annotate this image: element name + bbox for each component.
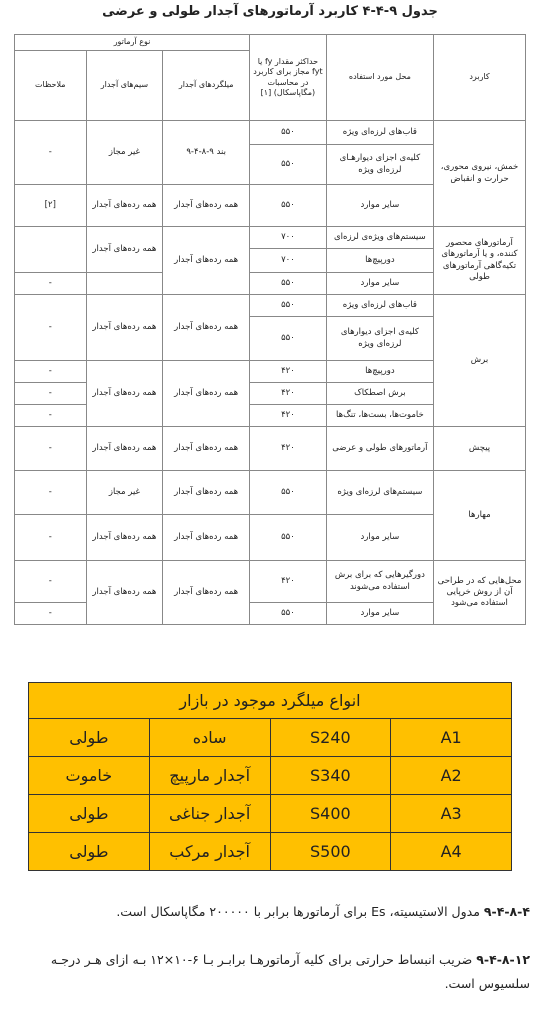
location-cell: آرماتورهای طولی و عرضی	[326, 427, 433, 471]
wire-cell: همه رده‌های آجدار	[86, 227, 163, 273]
usage-cell: برش	[434, 295, 526, 427]
location-cell: کلیه‌ی اجزای دیوارهـای لرزه‌ای ویژه	[326, 145, 433, 185]
fy-cell: ۵۵۰	[250, 273, 327, 295]
wire-cell: همه رده‌های آجدار	[86, 427, 163, 471]
note-cell: -	[15, 603, 87, 625]
note-cell: -	[15, 405, 87, 427]
header-wire: سیم‌های آجدار	[86, 51, 163, 121]
market-rebar-table	[28, 682, 512, 871]
table-title: جدول ۹-۴-۴ کاربرد آرماتورهای آجدار طولی و عرضی	[102, 4, 438, 19]
usage-cell: محل‌هایی که در طراحی آن از روش خرپایی استفاده می‌شود	[434, 561, 526, 625]
location-cell: سایر موارد	[326, 273, 433, 295]
market-shape: آجدار مرکب	[149, 833, 270, 871]
note-cell: -	[15, 427, 87, 471]
usage-cell: پیچش	[434, 427, 526, 471]
note-cell: -	[15, 361, 87, 383]
fy-cell: ۵۵۰	[250, 317, 327, 361]
header-usage: کاربرد	[434, 35, 526, 121]
market-code: A3	[391, 795, 512, 833]
wire-cell: غیر مجاز	[86, 121, 163, 185]
grade-cell: بند ۹-۸-۴-۹	[163, 121, 250, 185]
market-use: طولی	[29, 719, 150, 757]
wire-cell: همه رده‌های آجدار	[86, 515, 163, 561]
table-row	[29, 833, 512, 871]
note-cell: -	[15, 471, 87, 515]
fy-cell: ۴۲۰	[250, 361, 327, 383]
location-cell: سیستم‌های لرزه‌ای ویژه	[326, 471, 433, 515]
wire-cell: همه رده‌های آجدار	[86, 361, 163, 427]
market-shape: آجدار مارپیچ	[149, 757, 270, 795]
wire-cell: همه رده‌های آجدار	[86, 295, 163, 361]
note-cell: -	[15, 273, 87, 295]
header-location: محل مورد استفاده	[326, 35, 433, 121]
grade-cell: همه رده‌های آجدار	[163, 185, 250, 227]
note-cell: -	[15, 561, 87, 603]
location-cell: سایر موارد	[326, 185, 433, 227]
market-use: طولی	[29, 795, 150, 833]
location-cell: قاب‌های لرزه‌ای ویژه	[326, 295, 433, 317]
fy-cell: ۵۵۰	[250, 295, 327, 317]
note-cell: -	[15, 383, 87, 405]
usage-cell: آرماتورهای محصور کننده، و یا آرماتورهای تکیه‌گاهی آرماتورهای طولی	[434, 227, 526, 295]
grade-cell: همه رده‌های آجدار	[163, 295, 250, 361]
paragraph-thermal	[10, 948, 530, 996]
wire-cell: همه رده‌های آجدار	[86, 561, 163, 625]
note-cell	[15, 227, 87, 273]
location-cell: دورگیرهایی که برای برش استفاده می‌شوند	[326, 561, 433, 603]
header-rebar-type: نوع آرماتور	[15, 35, 250, 51]
grade-cell: همه رده‌های آجدار	[163, 471, 250, 515]
wire-cell: همه رده‌های آجدار	[86, 185, 163, 227]
usage-cell: خمش، نیروی محوری، حرارت و انقباض	[434, 121, 526, 227]
fy-cell: ۵۵۰	[250, 185, 327, 227]
market-shape: آجدار جناغی	[149, 795, 270, 833]
location-cell: قاب‌های لرزه‌ای ویژه	[326, 121, 433, 145]
note-cell: -	[15, 121, 87, 185]
market-grade: S240	[270, 719, 391, 757]
market-code: A2	[391, 757, 512, 795]
note-cell: -	[15, 295, 87, 361]
fy-cell: ۷۰۰	[250, 249, 327, 273]
market-grade: S340	[270, 757, 391, 795]
note-cell: -	[15, 515, 87, 561]
location-cell: برش اصطکاک	[326, 383, 433, 405]
market-grade: S400	[270, 795, 391, 833]
usage-cell: مهارها	[434, 471, 526, 561]
location-cell: سایر موارد	[326, 515, 433, 561]
market-heading: انواع میلگرد موجود در بازار	[29, 683, 512, 719]
location-cell: سیستم‌های ویژه‌ی لرزه‌ای	[326, 227, 433, 249]
grade-cell: همه رده‌های آجدار	[163, 561, 250, 625]
rebar-usage-table	[14, 34, 526, 625]
fy-cell: ۴۲۰	[250, 427, 327, 471]
location-cell: کلیه‌ی اجزای دیوارهای لرزه‌ای ویژه	[326, 317, 433, 361]
location-cell: دورپیچ‌ها	[326, 361, 433, 383]
fy-cell: ۴۲۰	[250, 405, 327, 427]
location-cell: سایر موارد	[326, 603, 433, 625]
paragraph-text: مدول الاستیسیته، Es برای آرماتورها برابر با ۲۰۰۰۰۰ مگاپاسکال است.	[116, 904, 480, 919]
fy-cell: ۷۰۰	[250, 227, 327, 249]
note-cell: [۲]	[15, 185, 87, 227]
grade-cell: همه رده‌های آجدار	[163, 427, 250, 471]
location-cell: دورپیچ‌ها	[326, 249, 433, 273]
header-notes: ملاحظات	[15, 51, 87, 121]
wire-cell: غیر مجاز	[86, 471, 163, 515]
fy-cell: ۵۵۰	[250, 515, 327, 561]
fy-cell: ۵۵۰	[250, 121, 327, 145]
paragraph-text: ضریب انبساط حرارتی برای کلیه آرماتورهـا برابـر بـا ۶-۱۰×۱۲ بـه ازای هـر درجـه سلسیوس است.	[50, 952, 530, 991]
market-code: A1	[391, 719, 512, 757]
fy-cell: ۴۲۰	[250, 561, 327, 603]
grade-cell: همه رده‌های آجدار	[163, 227, 250, 295]
fy-cell: ۴۲۰	[250, 383, 327, 405]
wire-cell	[86, 273, 163, 295]
table-row	[29, 795, 512, 833]
header-rebar-grades: میلگردهای آجدار	[163, 51, 250, 121]
location-cell: خاموت‌ها، بست‌ها، تنگ‌ها	[326, 405, 433, 427]
paragraph-number: ۹-۴-۸-۱۲	[476, 952, 530, 967]
grade-cell: همه رده‌های آجدار	[163, 515, 250, 561]
paragraph-modulus	[10, 900, 530, 924]
fy-cell: ۵۵۰	[250, 145, 327, 185]
table-row	[29, 757, 512, 795]
market-shape: ساده	[149, 719, 270, 757]
grade-cell: همه رده‌های آجدار	[163, 361, 250, 427]
market-grade: S500	[270, 833, 391, 871]
market-use: طولی	[29, 833, 150, 871]
fy-cell: ۵۵۰	[250, 603, 327, 625]
table-row	[29, 719, 512, 757]
fy-cell: ۵۵۰	[250, 471, 327, 515]
market-code: A4	[391, 833, 512, 871]
market-use: خاموت	[29, 757, 150, 795]
header-fy: حداکثر مقدار fy یا fyt مجاز برای کاربرد در محاسبات (مگاپاسکال) [۱]	[250, 35, 327, 121]
paragraph-number: ۹-۴-۸-۴	[483, 904, 530, 919]
